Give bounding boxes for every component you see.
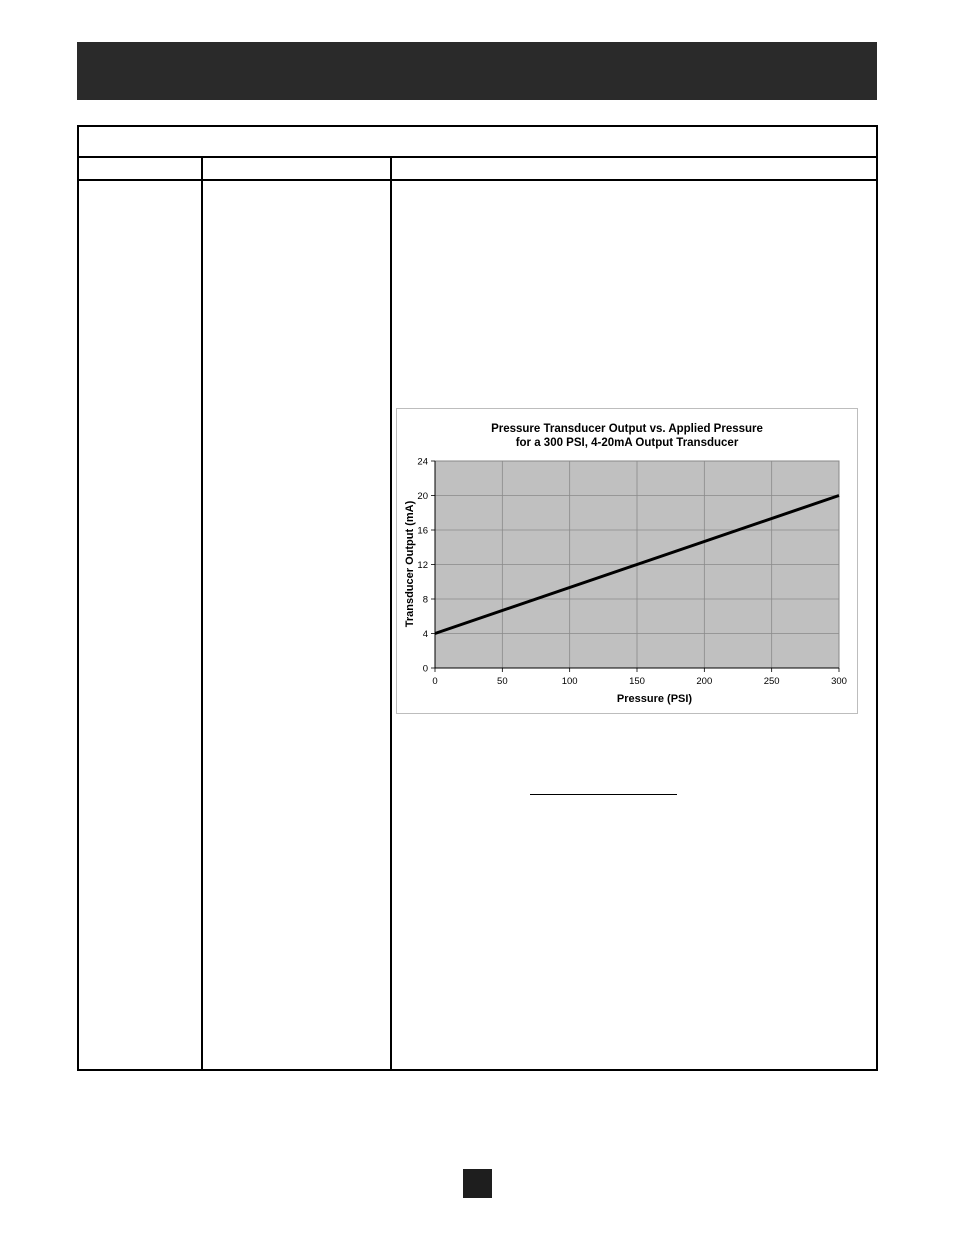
y-tick-label: 20	[417, 491, 428, 502]
table-header-divider	[79, 156, 876, 158]
x-tick-label: 150	[629, 676, 645, 687]
page-number-box	[463, 1169, 492, 1198]
chart-plot-svg	[397, 409, 859, 715]
x-tick-label: 0	[432, 676, 438, 687]
section-header-bar	[77, 42, 877, 100]
x-tick-label: 200	[696, 676, 713, 687]
y-tick-label: 24	[417, 456, 428, 468]
table-column-divider-1	[201, 156, 203, 1069]
table-column-header-divider	[79, 179, 876, 181]
x-tick-label: 100	[561, 676, 578, 687]
pressure-chart	[396, 408, 858, 714]
x-tick-label: 300	[831, 676, 847, 687]
table-column-divider-2	[390, 156, 392, 1069]
y-tick-label: 16	[417, 525, 428, 537]
y-tick-label: 12	[417, 560, 428, 571]
y-axis-label: Transducer Output (mA)	[404, 500, 416, 628]
x-axis-label: Pressure (PSI)	[616, 693, 693, 705]
underline-rule	[530, 794, 677, 795]
x-tick-label: 250	[763, 676, 780, 687]
y-tick-label: 4	[422, 629, 428, 640]
chart-subtitle: for a 300 PSI, 4-20mA Output Transducer	[515, 437, 739, 449]
x-tick-label: 50	[497, 676, 508, 687]
y-tick-label: 8	[422, 594, 428, 606]
y-tick-label: 0	[422, 663, 428, 675]
chart-title: Pressure Transducer Output vs. Applied Pressure	[491, 423, 763, 435]
